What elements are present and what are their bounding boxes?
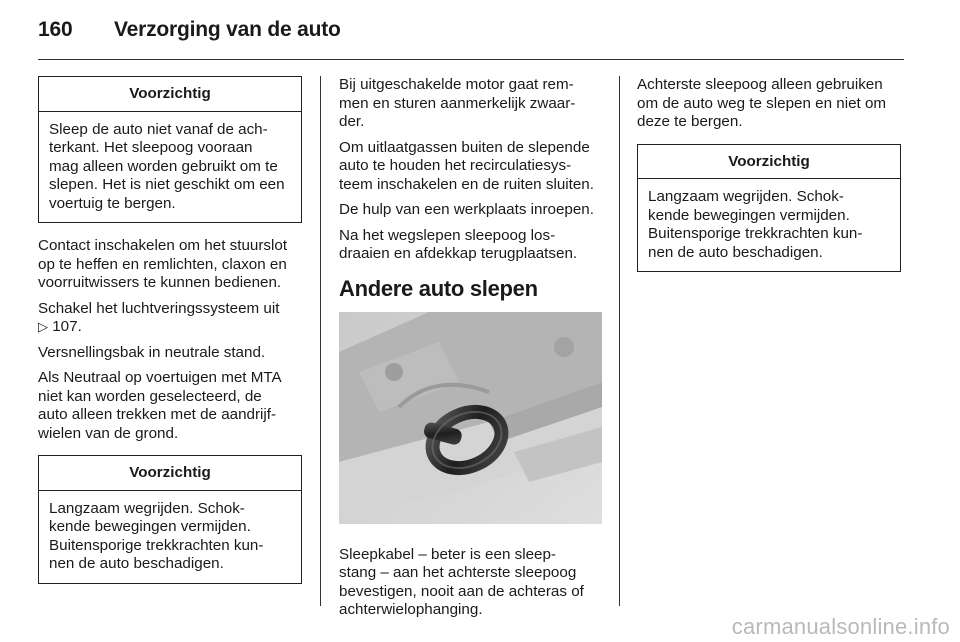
text-line: stang – aan het achterste sleepoog xyxy=(339,564,577,581)
column-middle xyxy=(339,76,607,627)
paragraph xyxy=(38,300,302,337)
page-header xyxy=(38,18,341,42)
warning-box xyxy=(637,144,901,273)
text-line: Bij uitgeschakelde motor gaat rem- xyxy=(339,76,574,93)
text-line: auto te houden het recirculatiesys- xyxy=(339,157,572,174)
text-line: draaien en afdekkap terugplaatsen. xyxy=(339,245,578,262)
paragraph: Versnellingsbak in neutrale stand. xyxy=(38,343,266,361)
text-line: kende bewegingen vermijden. xyxy=(648,206,850,224)
chapter-title: Verzorging van de auto xyxy=(114,18,341,41)
towing-eye-photo xyxy=(339,312,602,524)
warning-box xyxy=(38,455,302,584)
warning-body xyxy=(39,491,301,583)
text-line: mag alleen worden gebruikt om te xyxy=(49,157,278,175)
paragraph xyxy=(637,76,901,132)
text-line: voorruitwissers te kunnen bedienen. xyxy=(38,274,282,291)
warning-title: Voorzichtig xyxy=(638,145,900,180)
text-line: nen de auto beschadigen. xyxy=(49,555,224,572)
text-line: achterwielophanging. xyxy=(339,601,483,618)
paragraph xyxy=(339,76,607,132)
paragraph xyxy=(339,227,607,264)
text-line: bevestigen, nooit aan de achteras of xyxy=(339,582,584,600)
column-separator xyxy=(320,76,321,606)
triangle-reference-icon[interactable]: ▷ xyxy=(38,319,48,334)
warning-title: Voorzichtig xyxy=(39,456,301,491)
text-line: Schakel het luchtveringssysteem uit xyxy=(38,299,280,317)
page-reference[interactable]: 107. xyxy=(52,318,82,335)
text-line: Sleep de auto niet vanaf de ach- xyxy=(49,120,268,138)
text-line: Sleepkabel – beter is een sleep- xyxy=(339,545,556,563)
text-line: Achterste sleepoog alleen gebruiken xyxy=(637,76,883,93)
photo-caption xyxy=(339,546,607,620)
paragraph: De hulp van een werkplaats inroepen. xyxy=(339,201,594,218)
header-rule xyxy=(38,59,904,60)
text-line: om de auto weg te slepen en niet om xyxy=(637,94,887,112)
watermark: carmanualsonline.info xyxy=(731,614,950,639)
column-right xyxy=(637,76,901,272)
text-line: Buitensporige trekkrachten kun- xyxy=(49,536,264,554)
text-line: men en sturen aanmerkelijk zwaar- xyxy=(339,94,576,112)
text-line: der. xyxy=(339,113,365,130)
text-line: Na het wegslepen sleepoog los- xyxy=(339,226,556,244)
text-line: auto alleen trekken met de aandrijf- xyxy=(38,406,277,423)
warning-body xyxy=(638,179,900,271)
text-line: niet kan worden geselecteerd, de xyxy=(38,387,262,405)
text-line: wielen van de grond. xyxy=(38,424,179,442)
paragraph xyxy=(38,369,302,443)
paragraph xyxy=(38,237,302,293)
text-line: slepen. Het is niet geschikt om een xyxy=(49,176,285,193)
text-line: deze te bergen. xyxy=(637,113,743,130)
warning-title: Voorzichtig xyxy=(39,77,301,112)
text-line: nen de auto beschadigen. xyxy=(648,243,823,261)
text-line: Buitensporige trekkrachten kun- xyxy=(648,225,863,242)
text-line: Als Neutraal op voertuigen met MTA xyxy=(38,369,282,386)
text-line: Langzaam wegrijden. Schok- xyxy=(49,499,245,517)
column-separator xyxy=(619,76,620,606)
text-line: kende bewegingen vermijden. xyxy=(49,518,251,535)
text-line: Contact inschakelen om het stuurslot xyxy=(38,237,288,254)
text-line: Om uitlaatgassen buiten de slepende xyxy=(339,138,590,156)
text-line: voertuig te bergen. xyxy=(49,194,176,212)
paragraph xyxy=(339,139,607,195)
text-line: terkant. Het sleepoog vooraan xyxy=(49,139,253,156)
warning-body xyxy=(39,112,301,223)
section-heading: Andere auto slepen xyxy=(339,275,538,301)
column-left xyxy=(38,76,302,584)
page-number: 160 xyxy=(38,18,73,41)
text-line: Langzaam wegrijden. Schok- xyxy=(648,188,844,205)
text-line: teem inschakelen en de ruiten sluiten. xyxy=(339,175,594,193)
warning-box xyxy=(38,76,302,223)
text-line: op te heffen en remlichten, claxon en xyxy=(38,255,287,273)
